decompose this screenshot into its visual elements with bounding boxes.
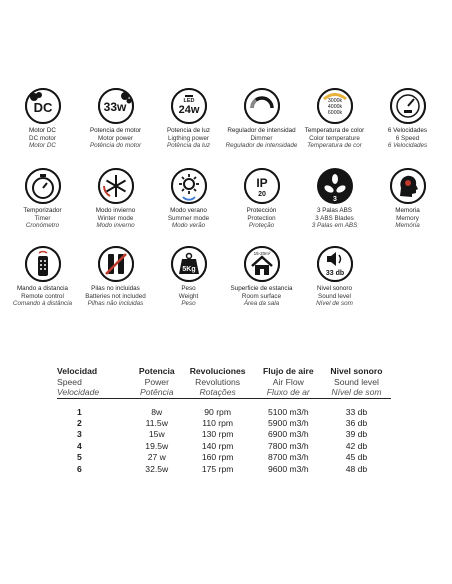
- power-cell: 15w: [148, 429, 165, 440]
- speed-cell: 5: [77, 452, 82, 463]
- batteries-icon: [98, 246, 134, 282]
- caption-es: Pilas no incluidas: [91, 285, 140, 292]
- rpm-cell: 140 rpm: [201, 440, 234, 451]
- caption-en: 6 Speed: [395, 134, 420, 142]
- sound-cell: 48 db: [345, 463, 368, 474]
- feature-led-power: [152, 88, 225, 150]
- feature-remote-control: [6, 246, 79, 308]
- caption-pt: Potência da luz: [166, 142, 211, 150]
- caption-es: Motor DC: [29, 127, 56, 134]
- caption-en: Sound level: [318, 292, 351, 300]
- rpm-cell: 110 rpm: [202, 417, 234, 428]
- table-row: [57, 464, 391, 475]
- sun-icon: [171, 168, 207, 204]
- caption-en: Summer mode: [167, 214, 210, 222]
- speed-cell: 3: [77, 429, 82, 440]
- snowflake-icon: [98, 168, 134, 204]
- table-header-row: [57, 366, 391, 398]
- power-cell: 27 w: [147, 452, 166, 463]
- caption-en: Room surface: [241, 292, 282, 300]
- caption-en: Weight: [178, 292, 199, 300]
- dimmer-icon: [244, 88, 280, 124]
- caption-es: Potencia de motor: [89, 127, 142, 134]
- caption-pt: Memória: [395, 222, 420, 230]
- speed-cell: 4: [77, 440, 82, 451]
- caption-en: Dimmer: [250, 134, 273, 142]
- rpm-cell: 175 rpm: [201, 463, 234, 474]
- rpm-cell: 90 rpm: [204, 406, 231, 417]
- caption-en: Color temperature: [309, 134, 360, 142]
- sound-cell: 45 db: [345, 452, 368, 463]
- feature-protection: [225, 168, 298, 230]
- motor-power-icon: [98, 88, 134, 124]
- table-row: [57, 452, 391, 463]
- caption-pt: 6 Velocidades: [387, 142, 428, 150]
- timer-icon: [25, 168, 61, 204]
- header-speed: Velocidad Speed Velocidade: [57, 366, 100, 397]
- fan-blades-icon: [317, 168, 353, 204]
- caption-es: Regulador de intensidad: [227, 127, 296, 134]
- speed-cell: 1: [77, 406, 82, 417]
- caption-pt: Potência do motor: [89, 142, 142, 150]
- feature-room-surface: [225, 246, 298, 308]
- caption-en: Batteries not included: [85, 292, 146, 300]
- feature-3-blades: [298, 168, 371, 230]
- table-row: [57, 398, 391, 418]
- color-temperature-icon: [317, 88, 353, 124]
- dc-motor-icon: [25, 88, 61, 124]
- caption-es: Superficie de estancia: [230, 285, 293, 292]
- speed-cell: 6: [77, 463, 82, 474]
- caption-pt: Nível de som: [316, 300, 353, 308]
- feature-winter-mode: [79, 168, 152, 230]
- caption-es: Modo invierno: [95, 207, 136, 214]
- feature-dimmer: [225, 88, 298, 150]
- caption-en: Winter mode: [97, 214, 134, 222]
- speaker-icon: [317, 246, 353, 282]
- features-row-2: [6, 168, 446, 230]
- led-power-icon: [171, 88, 207, 124]
- caption-en: 3 ABS Blades: [315, 214, 354, 222]
- weight-badge: 5Kg: [181, 266, 196, 273]
- airflow-cell: 5900 m3/h: [267, 417, 309, 428]
- caption-pt: Motor DC: [29, 142, 56, 150]
- caption-pt: Modo verão: [171, 222, 206, 230]
- airflow-cell: 5100 m3/h: [267, 406, 309, 417]
- motor-power-badge: 33w: [103, 100, 126, 114]
- airflow-cell: 6900 m3/h: [267, 429, 309, 440]
- power-cell: 8w: [151, 406, 163, 417]
- caption-es: 3 Palas ABS: [316, 207, 352, 214]
- temp-6000k: 6000k: [327, 110, 342, 116]
- power-cell: 11.5w: [145, 417, 168, 428]
- rpm-cell: 130 rpm: [201, 429, 234, 440]
- temp-3000k: 3000k: [327, 98, 342, 104]
- feature-color-temperature: [298, 88, 371, 150]
- blades-count: 3: [332, 196, 337, 203]
- caption-pt: Peso: [181, 300, 196, 308]
- caption-es: Memoria: [395, 207, 420, 214]
- header-power: Potencia Power Potência: [138, 366, 175, 397]
- caption-es: 6 Velocidades: [387, 127, 428, 134]
- feature-summer-mode: [152, 168, 225, 230]
- caption-en: Timer: [34, 214, 51, 222]
- ip-rating: 20: [257, 191, 266, 198]
- weight-icon: [171, 246, 207, 282]
- airflow-cell: 7800 m3/h: [267, 440, 309, 451]
- caption-es: Modo verano: [170, 207, 207, 214]
- caption-pt: Área da sala: [243, 300, 280, 308]
- rpm-cell: 160 rpm: [201, 452, 234, 463]
- caption-en: Memory: [396, 214, 419, 222]
- house-icon: [244, 246, 280, 282]
- airflow-cell: 8700 m3/h: [267, 452, 309, 463]
- caption-es: Protección: [246, 207, 277, 214]
- caption-es: Mando a distancia: [16, 285, 69, 292]
- power-cell: 32.5w: [145, 463, 169, 474]
- sound-cell: 36 db: [345, 417, 368, 428]
- led-label: LED: [183, 98, 194, 104]
- features-row-1: [6, 88, 446, 150]
- dc-badge: DC: [33, 100, 52, 115]
- feature-sound-level: [298, 246, 371, 308]
- room-surface-badge: 15-20m²: [253, 251, 270, 256]
- feature-motor-power: [79, 88, 152, 150]
- sound-cell: 39 db: [345, 429, 368, 440]
- caption-pt: 3 Palas em ABS: [311, 222, 358, 230]
- caption-en: Motor power: [97, 134, 133, 142]
- caption-pt: Proteção: [248, 222, 275, 230]
- caption-pt: Temperatura de cor: [307, 142, 362, 150]
- caption-es: Potencia de luz: [166, 127, 211, 134]
- led-power-badge: 24w: [178, 104, 199, 116]
- caption-es: Temporizador: [23, 207, 62, 214]
- header-revolutions: Revoluciones Revolutions Rotações: [189, 366, 246, 397]
- caption-en: Ligthing power: [168, 134, 209, 142]
- table-row: [57, 441, 391, 452]
- caption-en: DC motor: [29, 134, 56, 142]
- feature-dc-motor: [6, 88, 79, 150]
- features-row-3: [6, 246, 446, 308]
- speed-specs-table: [57, 366, 391, 475]
- feature-batteries: [79, 246, 152, 308]
- caption-es: Peso: [181, 285, 196, 292]
- ip-rating-icon: [244, 168, 280, 204]
- caption-pt: Pilhas não incluidas: [87, 300, 144, 308]
- caption-en: Remote control: [21, 292, 64, 300]
- sound-badge: 33 db: [325, 270, 344, 277]
- caption-en: Protection: [247, 214, 276, 222]
- ip-badge: IP: [255, 176, 268, 190]
- header-sound-level: Nivel sonoro Sound level Nível de som: [330, 366, 383, 397]
- speed-cell: 2: [77, 417, 82, 428]
- table-row: [57, 429, 391, 440]
- airflow-cell: 9600 m3/h: [267, 463, 309, 474]
- caption-pt: Comando à distância: [12, 300, 73, 308]
- sound-cell: 33 db: [345, 406, 368, 417]
- power-cell: 19.5w: [145, 440, 169, 451]
- feature-6-speed: [371, 88, 444, 150]
- caption-es: Nivel sonoro: [317, 285, 352, 292]
- table-row: [57, 418, 391, 429]
- caption-pt: Cronómetro: [25, 222, 60, 230]
- caption-pt: Modo inverno: [96, 222, 135, 230]
- speedometer-icon: [390, 88, 426, 124]
- header-air-flow: Flujo de aire Air Flow Fluxo de ar: [262, 366, 314, 397]
- temp-4000k: 4000k: [327, 104, 342, 110]
- remote-control-icon: [25, 246, 61, 282]
- sound-cell: 42 db: [345, 440, 368, 451]
- feature-timer: [6, 168, 79, 230]
- caption-es: Temperatura de color: [304, 127, 365, 134]
- caption-pt: Regulador de intensidade: [225, 142, 298, 150]
- feature-weight: [152, 246, 225, 308]
- feature-memory: [371, 168, 444, 230]
- memory-icon: [390, 168, 426, 204]
